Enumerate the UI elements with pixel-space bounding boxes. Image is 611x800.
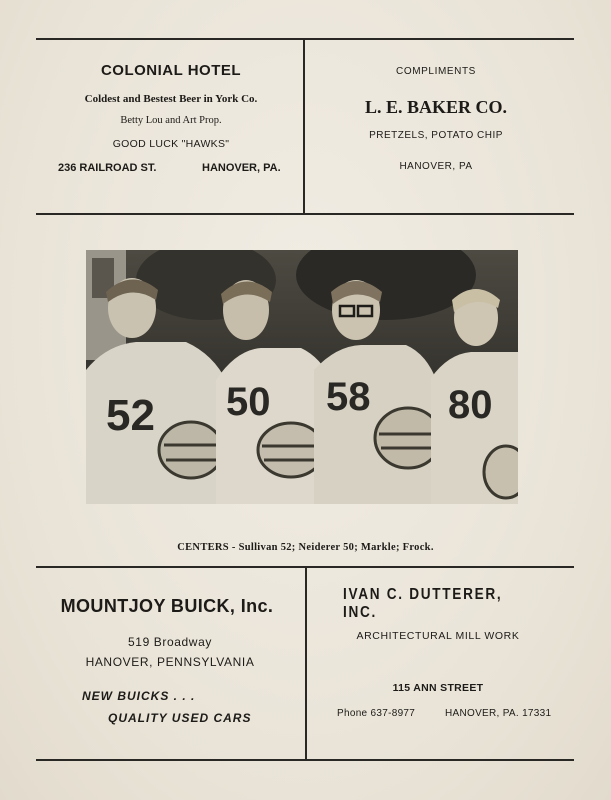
dutterer-ad xyxy=(307,586,569,722)
baker-products: PRETZELS, POTATO CHIP xyxy=(369,130,503,141)
baker-ad xyxy=(305,66,567,172)
bottom-rule xyxy=(36,759,574,761)
dutterer-city: HANOVER, PA. 17331 xyxy=(445,708,552,719)
jersey-number-2: 50 xyxy=(226,380,271,424)
buick-ad xyxy=(36,596,304,725)
colonial-hotel-street: 236 RAILROAD ST. xyxy=(58,162,157,174)
dutterer-phone: Phone 637-8977 xyxy=(337,708,416,719)
dutterer-street: 115 ANN STREET xyxy=(392,682,484,694)
buick-new-cars: NEW BUICKS . . . xyxy=(82,689,196,703)
colonial-hotel-tagline: Coldest and Bestest Beer in York Co. xyxy=(84,93,258,105)
jersey-number-1: 52 xyxy=(106,391,155,440)
baker-name: L. E. BAKER CO. xyxy=(364,97,508,117)
jersey-number-4: 80 xyxy=(448,383,493,427)
top-rule xyxy=(36,38,574,40)
colonial-hotel-good-luck: GOOD LUCK "HAWKS" xyxy=(112,138,230,150)
colonial-hotel-city: HANOVER, PA. xyxy=(202,162,281,174)
colonial-hotel-proprietors: Betty Lou and Art Prop. xyxy=(120,115,222,126)
baker-compliments: COMPLIMENTS xyxy=(396,66,476,77)
team-photo xyxy=(86,250,518,504)
photo-caption: CENTERS - Sullivan 52; Neiderer 50; Markle; Frock. xyxy=(177,542,434,553)
dutterer-trade: ARCHITECTURAL MILL WORK xyxy=(356,630,520,642)
dutterer-name: IVAN C. DUTTERER, INC. xyxy=(343,586,503,621)
colonial-hotel-ad xyxy=(40,62,302,178)
team-photo-image xyxy=(86,250,518,504)
buick-used-cars: QUALITY USED CARS xyxy=(108,711,252,725)
baker-city: HANOVER, PA xyxy=(399,161,473,172)
buick-city: HANOVER, PENNSYLVANIA xyxy=(85,655,255,669)
buick-street: 519 Broadway xyxy=(128,635,212,649)
buick-name: MOUNTJOY BUICK, Inc. xyxy=(60,596,274,616)
colonial-hotel-name: COLONIAL HOTEL xyxy=(100,62,242,79)
jersey-number-3: 58 xyxy=(326,375,371,419)
upper-divider xyxy=(36,213,574,215)
